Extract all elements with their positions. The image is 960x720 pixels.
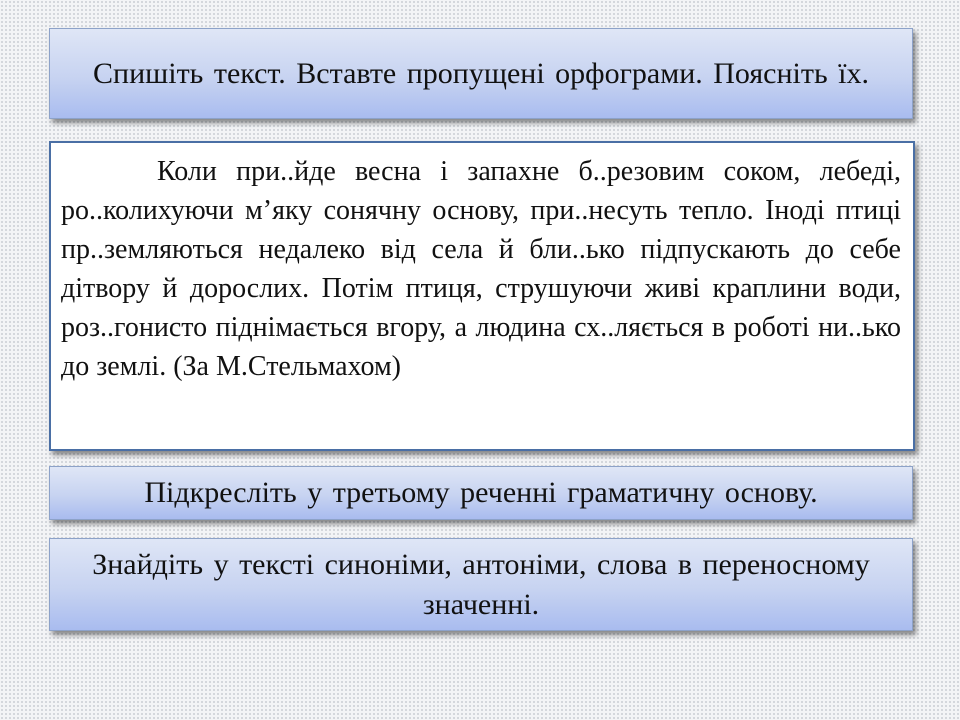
task-instruction-text: Спишіть текст. Вставте пропущені орфограми. Поясніть їх. <box>93 56 869 90</box>
vocabulary-task-box <box>49 538 913 631</box>
vocabulary-task-text: Знайдіть у тексті синоніми, антоніми, слова в переносному значенні. <box>92 547 870 621</box>
grammar-task-text: Підкресліть у третьому реченні граматичну основу. <box>144 476 818 509</box>
grammar-task-box <box>49 466 913 520</box>
task-instruction-box <box>49 28 913 119</box>
passage-text: Коли при..йде весна і запахне б..резовим соком, лебеді, ро..колихуючи м’яку сонячну основу, при..несуть тепло. Іноді птиці пр..земляються недалеко від села й бли..ько підпускають до себе дітвору й дорослих. Потім птиця, струшуючи живі краплини води, роз..гонисто піднімається вгору, а людина сх..ляється в роботі ни..ько до землі. (За М.Стельмахом) <box>61 156 901 382</box>
passage-box <box>49 141 915 451</box>
